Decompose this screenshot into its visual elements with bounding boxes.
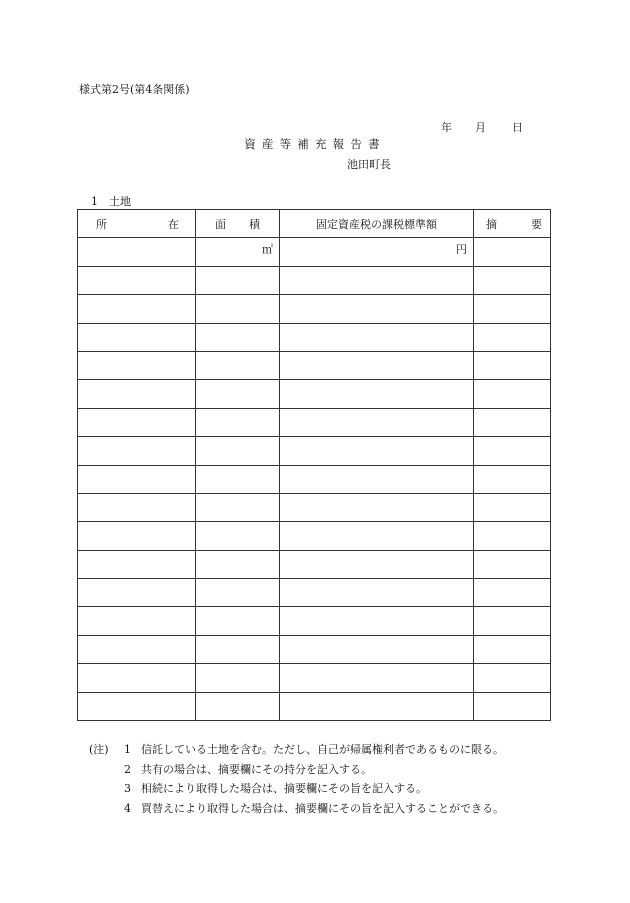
remarks-cell[interactable] [474,635,551,663]
table-row [78,550,551,578]
table-row [78,465,551,493]
table-row [78,351,551,379]
day-label: 日 [512,121,523,134]
document-title: 資産等補充報告書 [244,137,386,151]
addressee: 池田町長 [347,158,391,171]
tax-value-cell[interactable] [280,295,474,323]
tax-value-cell[interactable] [280,465,474,493]
location-cell[interactable] [78,579,196,607]
remarks-cell[interactable] [474,522,551,550]
location-cell[interactable] [78,692,196,720]
header-area: 面 積 [196,210,280,238]
remarks-cell[interactable] [474,266,551,294]
tax-value-cell[interactable] [280,351,474,379]
table-row [78,664,551,692]
area-cell[interactable] [196,550,280,578]
header-location: 所 在 [78,210,196,238]
area-unit: ㎡ [262,243,273,257]
location-cell[interactable] [78,408,196,436]
area-cell[interactable] [196,465,280,493]
note-item [89,760,504,780]
notes [89,740,504,818]
location-cell[interactable] [78,664,196,692]
area-cell[interactable] [196,664,280,692]
remarks-cell[interactable] [474,692,551,720]
area-cell[interactable] [196,408,280,436]
area-cell[interactable] [196,692,280,720]
remarks-cell[interactable] [474,380,551,408]
tax-value-cell[interactable] [280,522,474,550]
table-row [78,408,551,436]
remarks-cell[interactable] [474,295,551,323]
remarks-cell[interactable] [474,550,551,578]
table-row [78,493,551,521]
tax-value-cell[interactable] [280,664,474,692]
remarks-cell[interactable] [474,664,551,692]
table-row [78,635,551,663]
note-number: 1 [124,743,131,756]
area-cell[interactable] [196,493,280,521]
note-item [89,779,504,799]
location-cell[interactable] [78,522,196,550]
tax-value-cell[interactable] [280,323,474,351]
note-text: 相続により取得した場合は、摘要欄にその旨を記入する。 [141,782,427,796]
table-row [78,579,551,607]
table-row [78,238,551,266]
date-line [441,119,523,135]
location-cell[interactable] [78,635,196,663]
remarks-cell[interactable] [474,238,551,266]
tax-value-cell[interactable] [280,380,474,408]
tax-value-unit: 円 [456,243,467,257]
note-item [89,740,504,760]
note-text: 買替えにより取得した場合は、摘要欄にその旨を記入することができる。 [141,801,504,815]
location-cell[interactable] [78,550,196,578]
section-heading: 1 土地 [91,195,131,208]
tax-value-cell[interactable] [280,579,474,607]
note-number: 3 [124,782,131,796]
tax-value-cell[interactable] [280,607,474,635]
tax-value-cell[interactable] [280,437,474,465]
tax-value-cell[interactable] [280,635,474,663]
header-remarks: 摘 要 [474,210,551,238]
note-text: 共有の場合は、摘要欄にその持分を記入する。 [141,762,372,776]
month-label: 月 [475,121,486,134]
note-number: 2 [124,762,131,776]
location-cell[interactable] [78,437,196,465]
table-body [78,238,551,721]
remarks-cell[interactable] [474,323,551,351]
location-cell[interactable] [78,295,196,323]
tax-value-cell[interactable] [280,550,474,578]
remarks-cell[interactable] [474,437,551,465]
table-row [78,437,551,465]
location-cell[interactable] [78,493,196,521]
remarks-cell[interactable] [474,493,551,521]
note-item [89,799,504,819]
area-cell[interactable] [196,323,280,351]
location-cell[interactable] [78,323,196,351]
tax-value-cell[interactable] [280,408,474,436]
form-number: 様式第2号(第4条関係) [79,83,190,96]
note-text: 信託している土地を含む。ただし、自己が帰属権利者であるものに限る。 [141,743,504,756]
remarks-cell[interactable] [474,465,551,493]
year-label: 年 [441,121,452,134]
table-row [78,380,551,408]
area-cell[interactable] [196,380,280,408]
table-row [78,692,551,720]
area-cell[interactable] [196,238,280,266]
header-tax-value: 固定資産税の課税標準額 [280,210,474,238]
area-cell[interactable] [196,266,280,294]
table-header-row [78,210,551,238]
tax-value-cell[interactable] [280,266,474,294]
location-cell[interactable] [78,266,196,294]
area-cell[interactable] [196,351,280,379]
table-row [78,607,551,635]
location-cell[interactable] [78,607,196,635]
table-row [78,323,551,351]
table-row [78,295,551,323]
table-row [78,266,551,294]
area-cell[interactable] [196,295,280,323]
area-cell[interactable] [196,579,280,607]
area-cell[interactable] [196,522,280,550]
table-row [78,522,551,550]
remarks-cell[interactable] [474,351,551,379]
location-cell[interactable] [78,380,196,408]
area-cell[interactable] [196,635,280,663]
remarks-cell[interactable] [474,607,551,635]
location-cell[interactable] [78,238,196,266]
tax-value-cell[interactable] [280,692,474,720]
notes-prefix: (注) [89,743,109,756]
tax-value-cell[interactable] [280,238,474,266]
area-cell[interactable] [196,607,280,635]
location-cell[interactable] [78,465,196,493]
remarks-cell[interactable] [474,579,551,607]
note-number: 4 [124,801,131,815]
remarks-cell[interactable] [474,408,551,436]
land-table [77,209,551,721]
area-cell[interactable] [196,437,280,465]
tax-value-cell[interactable] [280,493,474,521]
location-cell[interactable] [78,351,196,379]
